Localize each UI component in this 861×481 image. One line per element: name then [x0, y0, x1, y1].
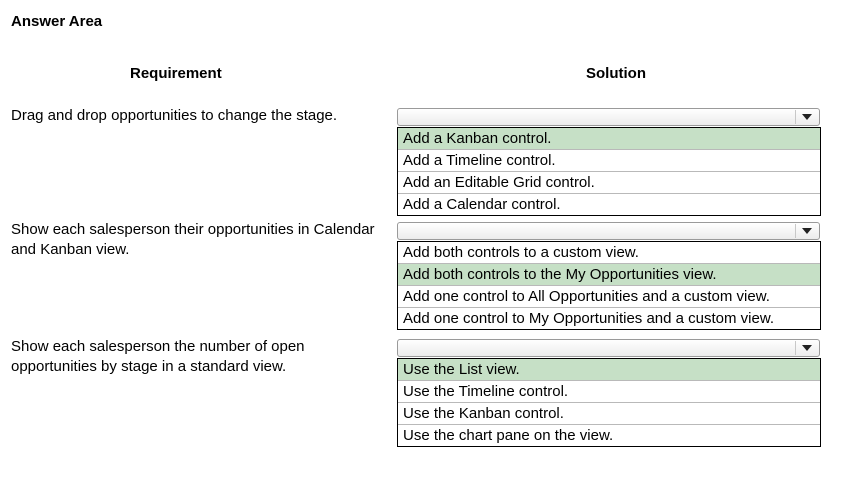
solution-dropdown-3[interactable]	[397, 339, 820, 357]
dropdown-option[interactable]: Add both controls to a custom view.	[398, 242, 820, 264]
option-list-3	[397, 358, 821, 447]
option-list-2	[397, 241, 821, 330]
dropdown-option[interactable]: Add a Calendar control.	[403, 196, 561, 213]
requirement-2: Show each salesperson their opportunities in Calendar and Kanban view.	[11, 221, 375, 258]
dropdown-option[interactable]: Add one control to All Opportunities and a custom view.	[398, 286, 820, 308]
solution-dropdown-2[interactable]	[397, 222, 820, 240]
answer-area-title: Answer Area	[11, 13, 103, 30]
dropdown-option[interactable]: Add a Timeline control.	[398, 150, 820, 172]
dropdown-option[interactable]: Use the chart pane on the view.	[403, 427, 614, 444]
solution-dropdown-1[interactable]	[397, 108, 820, 126]
dropdown-option[interactable]: Use the List view.	[398, 359, 820, 381]
chevron-down-icon[interactable]	[795, 341, 818, 355]
requirement-header: Requirement	[130, 65, 222, 82]
dropdown-option[interactable]: Use the Kanban control.	[398, 403, 820, 425]
dropdown-option[interactable]: Add an Editable Grid control.	[398, 172, 820, 194]
requirement-1: Drag and drop opportunities to change the stage.	[11, 107, 338, 124]
option-list-1	[397, 127, 821, 216]
chevron-down-icon[interactable]	[795, 110, 818, 124]
chevron-down-icon[interactable]	[795, 224, 818, 238]
dropdown-option[interactable]: Add both controls to the My Opportunities view.	[398, 264, 820, 286]
solution-header: Solution	[586, 65, 646, 82]
dropdown-option[interactable]: Add a Kanban control.	[398, 128, 820, 150]
dropdown-option[interactable]: Add one control to My Opportunities and a custom view.	[403, 310, 775, 327]
dropdown-option[interactable]: Use the Timeline control.	[398, 381, 820, 403]
requirement-3: Show each salesperson the number of open opportunities by stage in a standard view.	[11, 338, 305, 375]
